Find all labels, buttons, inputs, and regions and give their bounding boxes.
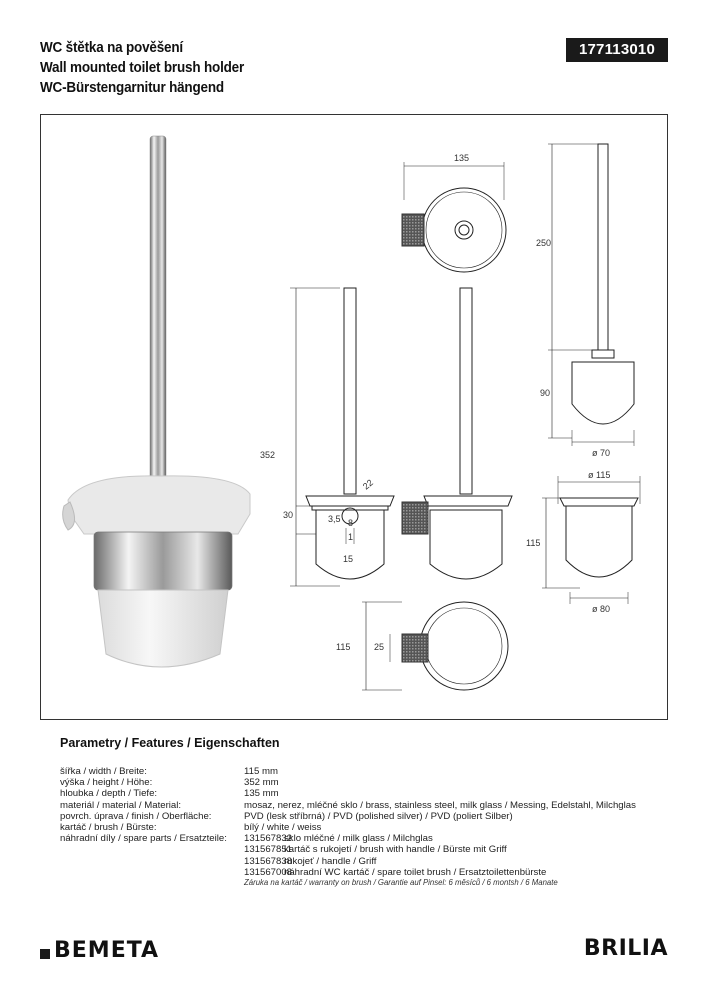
spec-table <box>60 766 636 889</box>
spec-row: kartáč / brush / Bürste: bílý / white / weiss <box>60 821 322 833</box>
dim-22: 22 <box>360 477 375 492</box>
dim-cup-dia80: ø 80 <box>592 604 611 614</box>
dim-8: 8 <box>348 518 354 528</box>
dim-15: 15 <box>343 554 354 564</box>
technical-drawing <box>40 114 668 720</box>
title-block <box>40 38 259 98</box>
spec-row: výška / height / Höhe: 352 mm <box>60 777 279 789</box>
dim-1: 1 <box>348 532 354 542</box>
spec-row: šířka / width / Breite: 115 mm <box>60 766 278 777</box>
side-view-a <box>290 288 394 586</box>
brand-logo <box>40 938 159 963</box>
dim-bottom-115: 115 <box>336 642 351 652</box>
brand-square-icon <box>40 949 50 959</box>
spec-row: materiál / material / Material: mosaz, nerez, mléčné sklo / brass, stainless steel, milk glass / Messing, Edelstahl, Milchglas <box>60 799 636 811</box>
dim-cup-dia115: ø 115 <box>588 470 611 480</box>
dim-30: 30 <box>283 510 294 520</box>
brand-name: BEMETA <box>54 938 160 963</box>
spec-row: hloubka / depth / Tiefe: 135 mm <box>60 788 279 800</box>
spare-part-row: 131567008 náhradní WC kartáč / spare toilet brush / Ersatztoilettenbürste <box>244 866 547 878</box>
product-code: 177113010 <box>566 38 668 62</box>
spare-part-row: náhradní díly / spare parts / Ersatzteile: 131567832 sklo mléčné / milk glass / Milchglas <box>60 833 433 845</box>
spec-row: povrch. úprava / finish / Oberfläche: PVD (lesk stříbrná) / PVD (polished silver) / PVD (poliert Silber) <box>60 810 513 822</box>
title-german: WC-Bürstengarnitur hängend <box>40 80 224 96</box>
warranty-row <box>60 878 636 889</box>
dim-top-width: 135 <box>454 153 470 163</box>
side-view-b <box>402 288 512 579</box>
features-section <box>60 736 280 762</box>
dim-total-height: 352 <box>260 450 276 460</box>
brush-view <box>548 144 634 446</box>
top-view <box>402 162 506 272</box>
dim-bottom-25: 25 <box>374 642 385 652</box>
dim-brush-dia70: ø 70 <box>592 448 611 458</box>
spare-part-row: 131567851 kartáč s rukojetí / brush with handle / Bürste mit Griff <box>244 844 507 856</box>
dim-3-5: 3,5 <box>328 514 341 524</box>
title-english: Wall mounted toilet brush holder <box>40 60 245 76</box>
series-name: BRILIA <box>583 936 668 961</box>
warranty-note: Záruka na kartáč / warranty on brush / Garantie auf Pinsel: 6 měsíců / 6 montsh / 6 Manate <box>244 877 558 887</box>
title-czech: WC štětka na pověšení <box>40 40 183 56</box>
dim-cup-115: 115 <box>526 538 541 548</box>
product-photo <box>63 136 250 667</box>
spare-part-row: 131567838 rukojeť / handle / Griff <box>244 855 377 867</box>
dim-brush-250: 250 <box>536 238 552 248</box>
features-title: Parametry / Features / Eigenschaften <box>60 736 280 750</box>
dim-brush-90: 90 <box>540 388 551 398</box>
cup-view <box>542 476 640 604</box>
